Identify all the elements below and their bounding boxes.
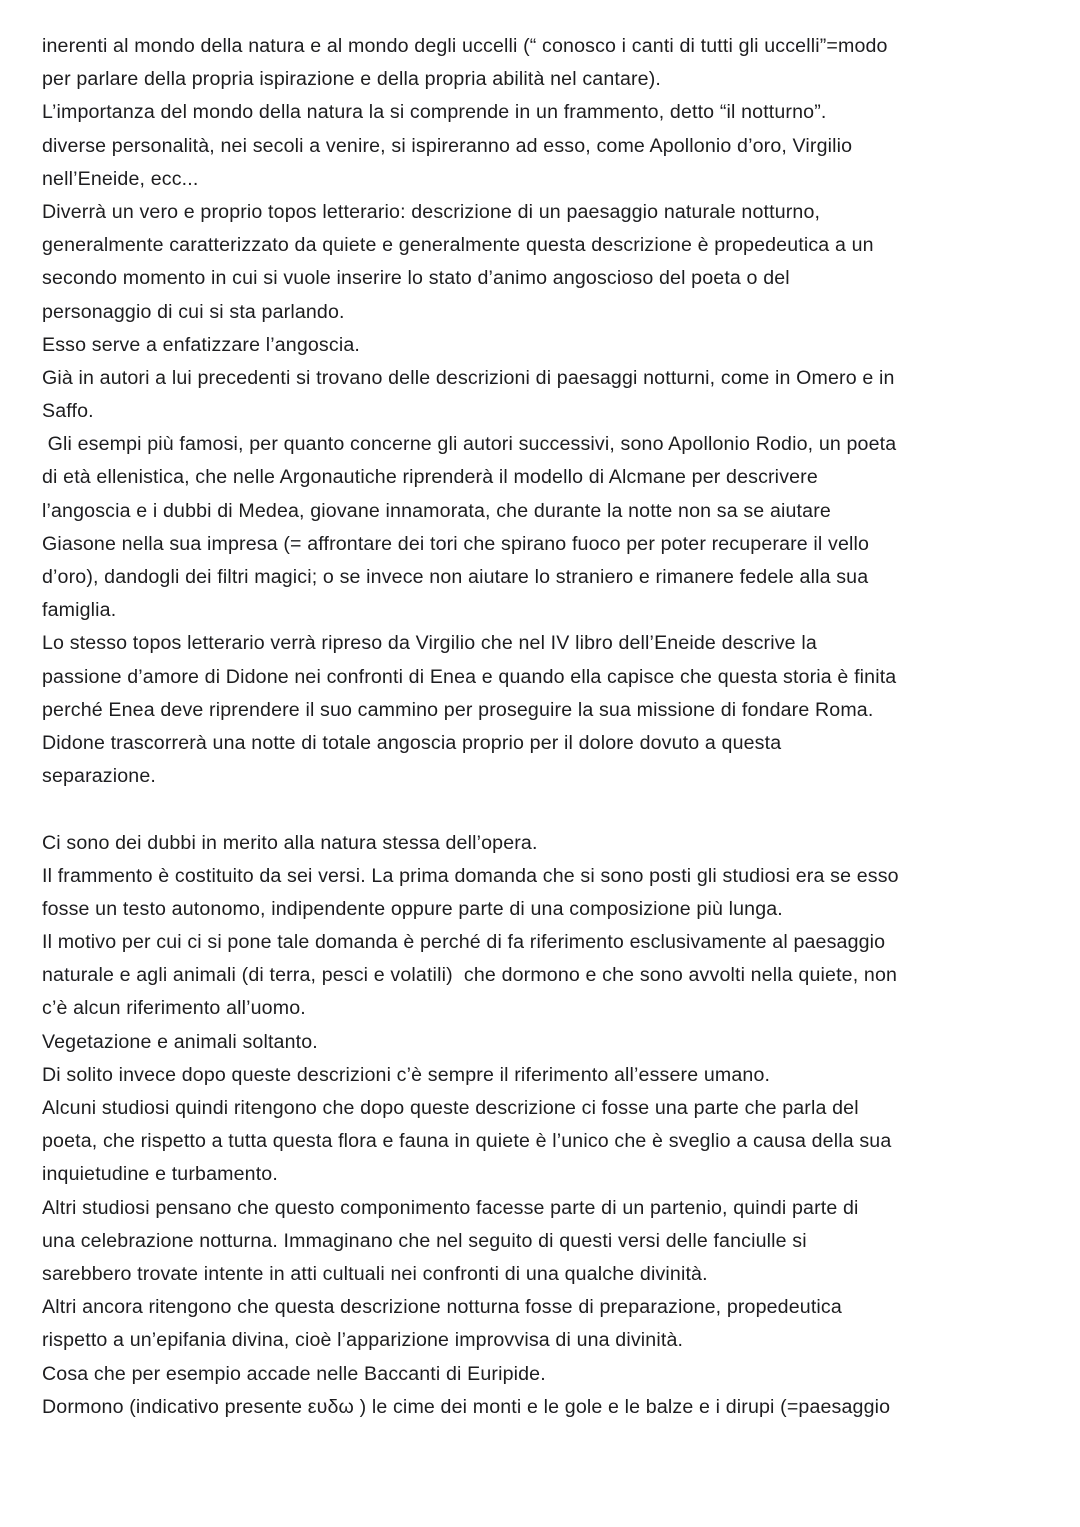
text-line: inerenti al mondo della natura e al mondo degli uccelli (“ conosco i canti di tutti gli uccelli”=modo bbox=[42, 35, 888, 57]
paragraph-gap bbox=[42, 793, 1042, 826]
text-line: personaggio di cui si sta parlando. bbox=[42, 300, 345, 323]
text-line: Lo stesso topos letterario verrà ripreso da Virgilio che nel IV libro dell’Eneide descrive la bbox=[42, 632, 817, 655]
text-line: Saffo. bbox=[42, 400, 94, 423]
text-line: Didone trascorrerà una notte di totale angoscia proprio per il dolore dovuto a questa bbox=[42, 731, 782, 754]
text-line: Giasone nella sua impresa (= affrontare dei tori che spirano fuoco per poter recuperare il vello bbox=[42, 532, 870, 555]
text-line: rispetto a un’epifania divina, cioè l’apparizione improvvisa di una divinità. bbox=[42, 1329, 684, 1352]
text-line: Cosa che per esempio accade nelle Baccanti di Euripide. bbox=[42, 1362, 546, 1385]
text-line: nell’Eneide, ecc... bbox=[42, 167, 199, 190]
text-line: fosse un testo autonomo, indipendente oppure parte di una composizione più lunga. bbox=[42, 897, 783, 920]
text-line: Alcuni studiosi quindi ritengono che dopo queste descrizione ci fosse una parte che parla del bbox=[42, 1097, 859, 1119]
text-line: separazione. bbox=[42, 765, 156, 788]
text-line: c’è alcun riferimento all’uomo. bbox=[42, 997, 306, 1020]
text-line: poeta, che rispetto a tutta questa flora e fauna in quiete è l’unico che è sveglio a causa della sua bbox=[42, 1130, 892, 1153]
text-line: Ci sono dei dubbi in merito alla natura stessa dell’opera. bbox=[42, 831, 538, 854]
text-line: Di solito invece dopo queste descrizioni c’è sempre il riferimento all’essere umano. bbox=[42, 1063, 771, 1086]
text-line: sarebbero trovate intente in atti cultuali nei confronti di una qualche divinità. bbox=[42, 1262, 708, 1285]
text-line: di età ellenistica, che nelle Argonautiche riprenderà il modello di Alcmane per descrivere bbox=[42, 466, 818, 489]
document-body bbox=[42, 30, 1042, 1424]
text-line: d’oro), dandogli dei filtri magici; o se invece non aiutare lo straniero e rimanere fedele alla sua bbox=[42, 566, 869, 588]
text-line: inquietudine e turbamento. bbox=[42, 1163, 278, 1186]
text-line: Vegetazione e animali soltanto. bbox=[42, 1030, 318, 1053]
text-line: Dormono (indicativo presente ευδω ) le cime dei monti e le gole e le balze e i dirupi (=paesaggio bbox=[42, 1395, 891, 1418]
text-line: Altri studiosi pensano che questo componimento facesse parte di un partenio, quindi parte di bbox=[42, 1196, 859, 1219]
text-line: Già in autori a lui precedenti si trovano delle descrizioni di paesaggi notturni, come in Omero e in bbox=[42, 366, 895, 389]
text-line: diverse personalità, nei secoli a venire, si ispireranno ad esso, come Apollonio d’oro, Virgilio bbox=[42, 134, 853, 157]
text-line: Altri ancora ritengono che questa descrizione notturna fosse di preparazione, propedeutica bbox=[42, 1296, 842, 1319]
text-line: famiglia. bbox=[42, 599, 117, 622]
text-line: Esso serve a enfatizzare l’angoscia. bbox=[42, 333, 360, 356]
text-line: L’importanza del mondo della natura la si comprende in un frammento, detto “il notturno”. bbox=[42, 101, 827, 124]
text-line: passione d’amore di Didone nei confronti di Enea e quando ella capisce che questa storia è finita bbox=[42, 665, 897, 688]
text-line: Il motivo per cui ci si pone tale domanda è perché di fa riferimento esclusivamente al paesaggio bbox=[42, 931, 886, 954]
text-line: secondo momento in cui si vuole inserire lo stato d’animo angoscioso del poeta o del bbox=[42, 267, 790, 290]
text-line: Gli esempi più famosi, per quanto concerne gli autori successivi, sono Apollonio Rodio, un poeta bbox=[42, 433, 897, 456]
text-line: una celebrazione notturna. Immaginano che nel seguito di questi versi delle fanciulle si bbox=[42, 1229, 807, 1252]
text-line: l’angoscia e i dubbi di Medea, giovane innamorata, che durante la notte non sa se aiutare bbox=[42, 499, 831, 522]
text-line: perché Enea deve riprendere il suo cammino per proseguire la sua missione di fondare Roma. bbox=[42, 698, 874, 721]
text-line: naturale e agli animali (di terra, pesci e volatili) che dormono e che sono avvolti nella quiete, non bbox=[42, 964, 898, 987]
text-line: Il frammento è costituito da sei versi. La prima domanda che si sono posti gli studiosi era se esso bbox=[42, 864, 899, 887]
text-line: generalmente caratterizzato da quiete e generalmente questa descrizione è propedeutica a un bbox=[42, 234, 874, 257]
text-line: Diverrà un vero e proprio topos letterario: descrizione di un paesaggio naturale notturno, bbox=[42, 200, 821, 223]
text-line: per parlare della propria ispirazione e della propria abilità nel cantare). bbox=[42, 68, 662, 91]
